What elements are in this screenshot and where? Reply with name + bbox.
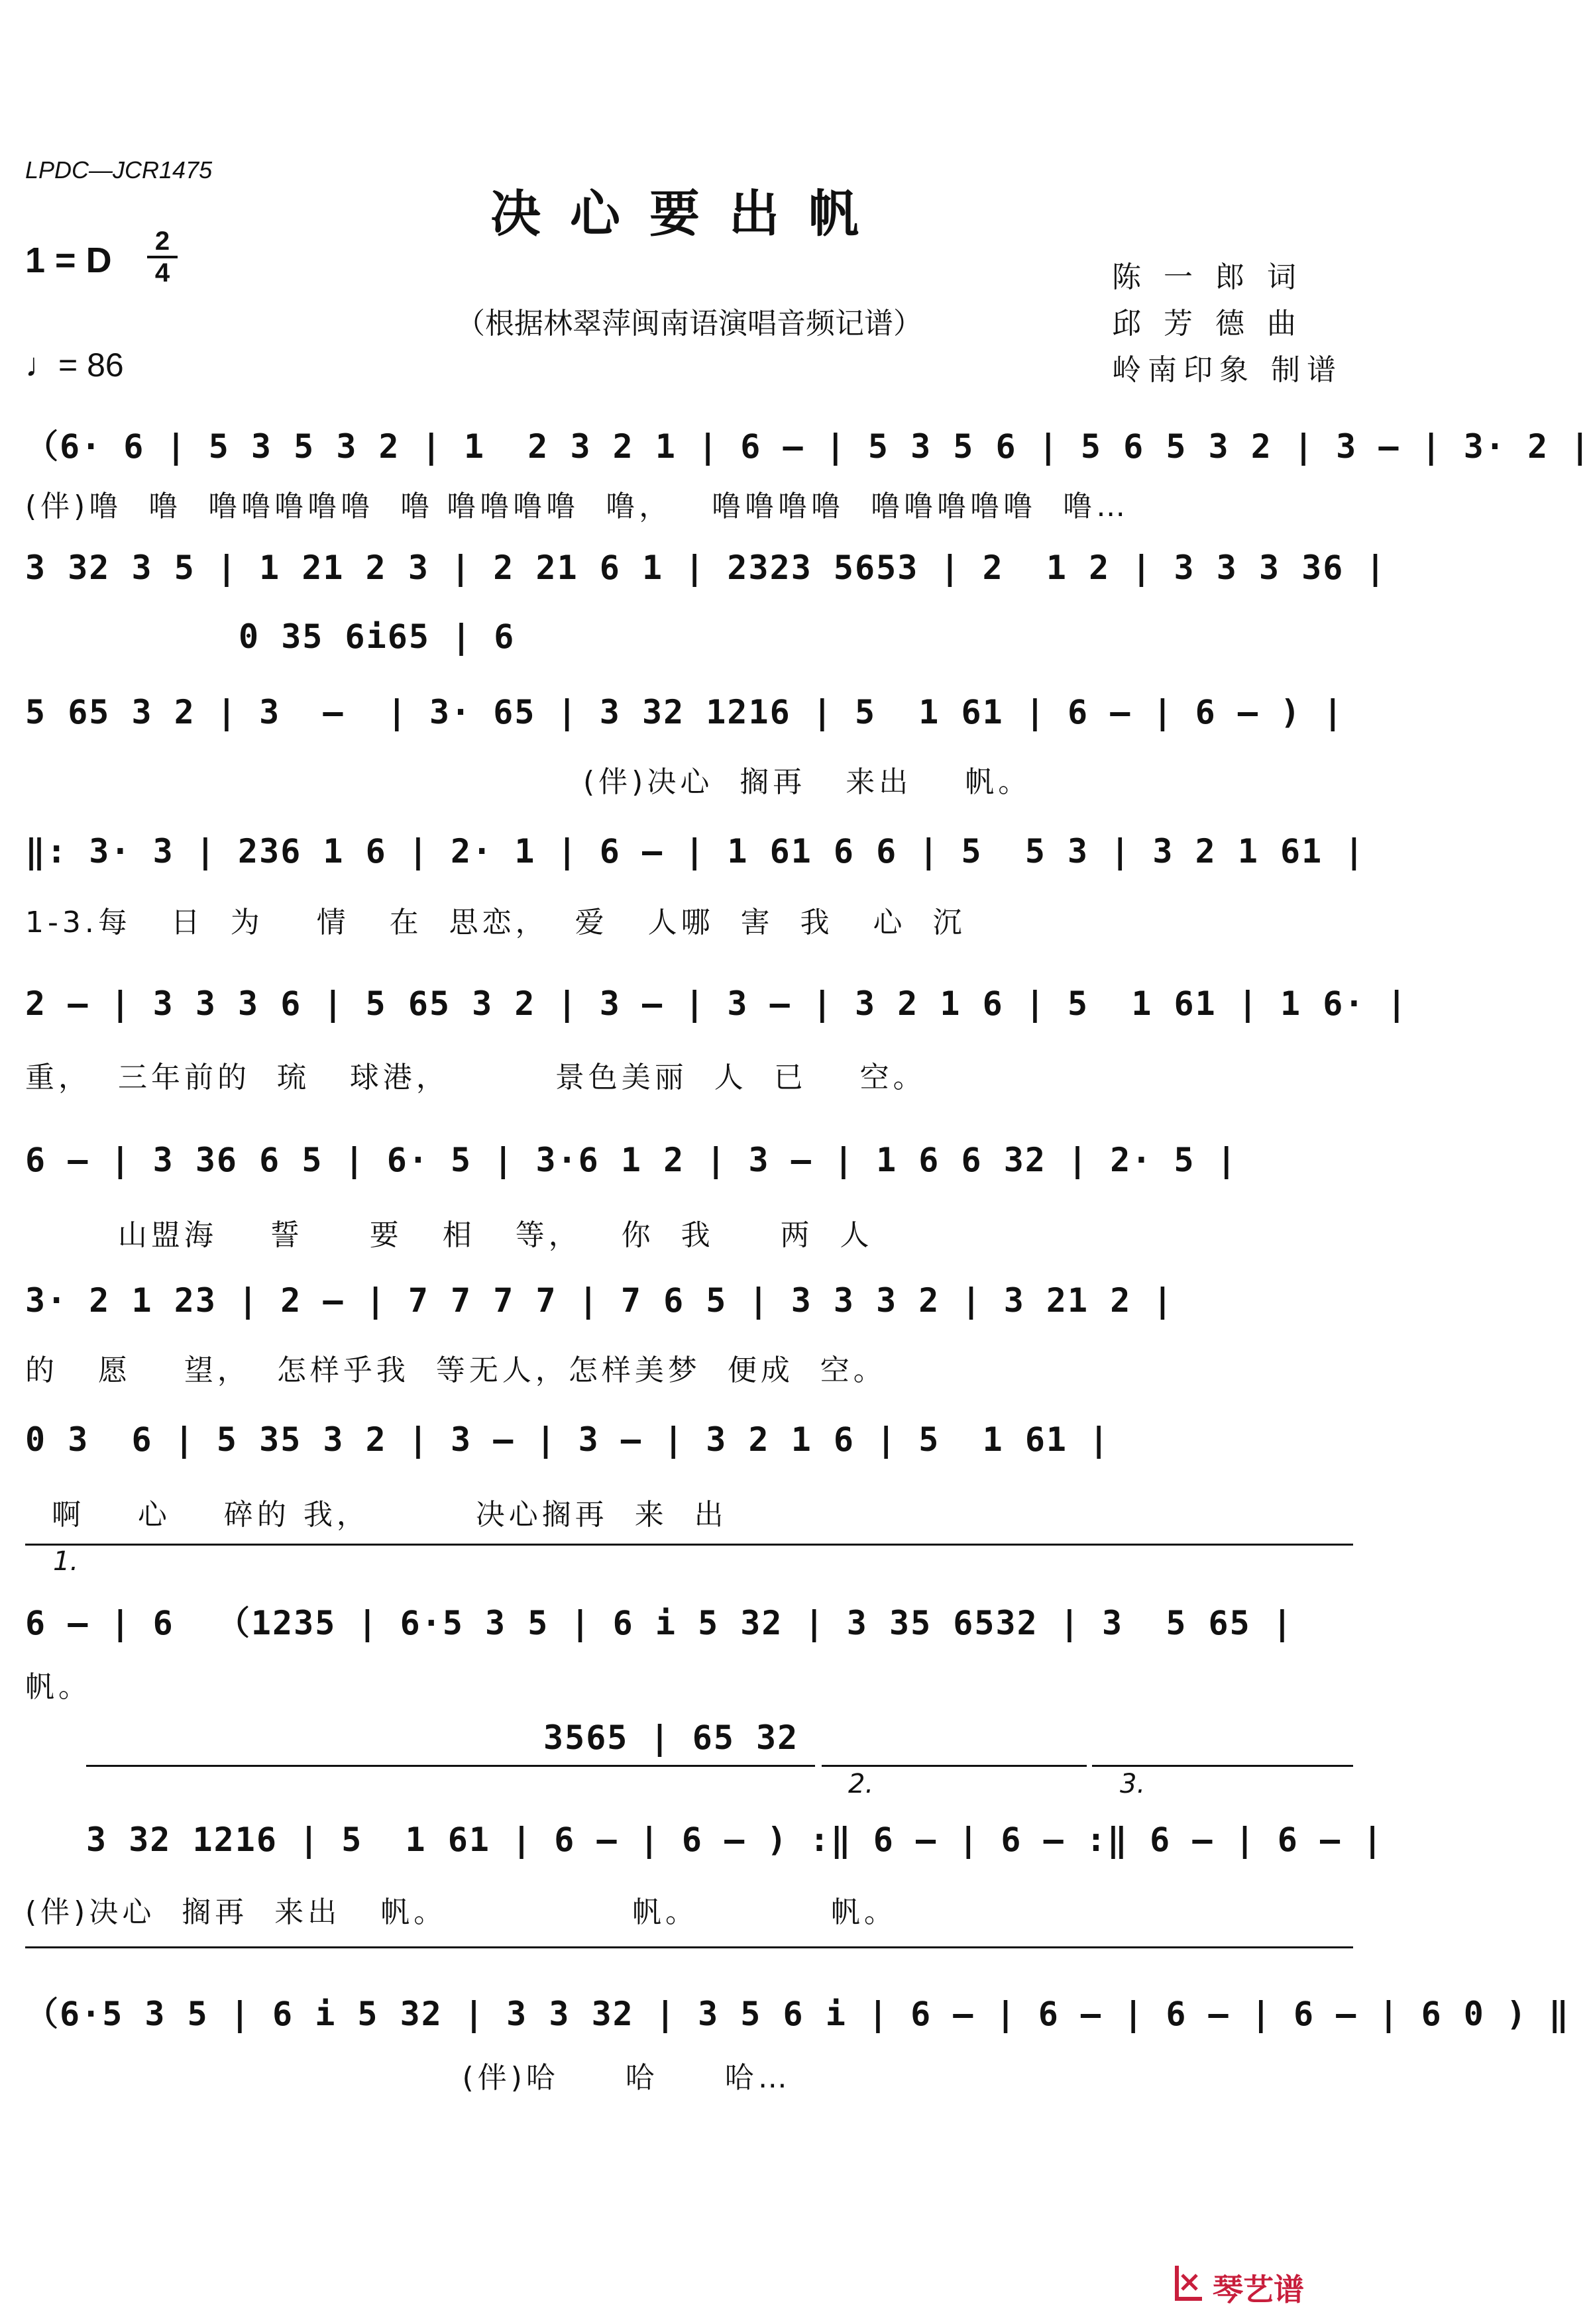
time-bottom: 4: [147, 256, 178, 288]
notation-line-5: 2 – | 3 3 3 6 | 5 65 3 2 | 3 – | 3 – | 3 2 1 6 | 5 1 61 | 1 6· |: [25, 984, 1408, 1023]
coda-bracket: [25, 1946, 1353, 1948]
time-signature: [147, 227, 178, 288]
notation-line-4: ‖: 3· 3 | 236 1 6 | 2· 1 | 6 – | 1 61 6 6 | 5 5 3 | 3 2 1 61 |: [25, 832, 1366, 871]
notation-line-8: 0 3 6 | 5 35 3 2 | 3 – | 3 – | 3 2 1 6 | 5 1 61 |: [25, 1420, 1111, 1459]
time-top: 2: [154, 227, 170, 256]
notation-line-11: （6·5 3 5 | 6 i 5 32 | 3 3 32 | 3 5 6 i | 6 – | 6 – | 6 – | 6 – | 6 0 ) ‖: [25, 1995, 1570, 2033]
notation-line-1: （6· 6 | 5 3 5 3 2 | 1 2 3 2 1 | 6 – | 5 3 5 6 | 5 6 5 3 2 | 3 – | 3· 2 |: [25, 427, 1591, 466]
first-ending-label: 1.: [53, 1546, 79, 1577]
composer-credit: 邱 芳 德 曲: [1112, 307, 1303, 341]
notation-line-9: 6 – | 6 （1235 | 6·5 3 5 | 6 i 5 32 | 3 35 6532 | 3 5 65 |: [25, 1604, 1293, 1642]
second-ending-bracket: [822, 1765, 1087, 1767]
watermark-logo-icon: [1173, 2263, 1206, 2301]
lyric-line-6: 山盟海 誓 要 相 等， 你 我 两 人: [25, 1218, 873, 1252]
lyric-line-11: (伴)哈 哈 哈…: [25, 2061, 791, 2095]
notation-line-2: 3 32 3 5 | 1 21 2 3 | 2 21 6 1 | 2323 5653 | 2 1 2 | 3 3 3 36 |: [25, 549, 1387, 587]
notation-line-3: 5 65 3 2 | 3 – | 3· 65 | 3 32 1216 | 5 1 61 | 6 – | 6 – ) |: [25, 693, 1344, 731]
subtitle: （根据林翠萍闽南语演唱音频记谱）: [456, 307, 922, 341]
lyric-line-3: (伴)决心 搁再 来出 帆。: [583, 765, 1032, 799]
notation-line-10-variant: 3565 | 65 32: [543, 1718, 799, 1757]
lyric-line-7: 的 愿 望， 怎样乎我 等无人，怎样美梦 便成 空。: [25, 1353, 887, 1387]
song-title: 决心要出帆: [490, 184, 888, 243]
notation-line-2-variant: 0 35 6i65 | 6: [239, 617, 516, 656]
key-signature: 1 = D: [25, 240, 112, 280]
lyric-line-9: 帆。: [25, 1670, 91, 1704]
lyric-line-10: (伴)决心 搁再 来出 帆。 帆。 帆。: [25, 1895, 897, 1929]
third-ending-bracket: [1092, 1765, 1353, 1767]
lyric-line-1: (伴)噜 噜 噜噜噜噜噜 噜 噜噜噜噜 噜， 噜噜噜噜 噜噜噜噜噜 噜…: [25, 490, 1130, 523]
watermark-text: 琴艺谱: [1213, 2272, 1304, 2307]
notation-line-10: 3 32 1216 | 5 1 61 | 6 – | 6 – ) :‖ 6 – | 6 – :‖ 6 – | 6 – |: [86, 1821, 1384, 1859]
lyric-line-4: 1-3.每 日 为 情 在 思恋， 爱 人哪 害 我 心 沉: [25, 906, 966, 939]
notation-line-6: 6 – | 3 36 6 5 | 6· 5 | 3·6 1 2 | 3 – | 1 6 6 32 | 2· 5 |: [25, 1141, 1238, 1179]
score-code: LPDC—JCR1475: [25, 156, 213, 184]
lyric-line-8: 啊 心 碎的 我， 决心搁再 来 出: [25, 1498, 728, 1532]
first-ending-bracket: [25, 1544, 1353, 1546]
upper-bracket: [86, 1765, 815, 1767]
arranger-credit: 岭南印象 制谱: [1112, 353, 1343, 387]
third-ending-label: 3.: [1120, 1769, 1146, 1799]
lyricist-credit: 陈 一 郎 词: [1112, 260, 1303, 294]
second-ending-label: 2.: [848, 1769, 874, 1799]
tempo-marking: ♩= 86: [25, 346, 124, 384]
lyric-line-5: 重， 三年前的 琉 球港， 景色美丽 人 已 空。: [25, 1061, 926, 1094]
notation-line-7: 3· 2 1 23 | 2 – | 7 7 7 7 | 7 6 5 | 3 3 3 2 | 3 21 2 |: [25, 1281, 1174, 1320]
